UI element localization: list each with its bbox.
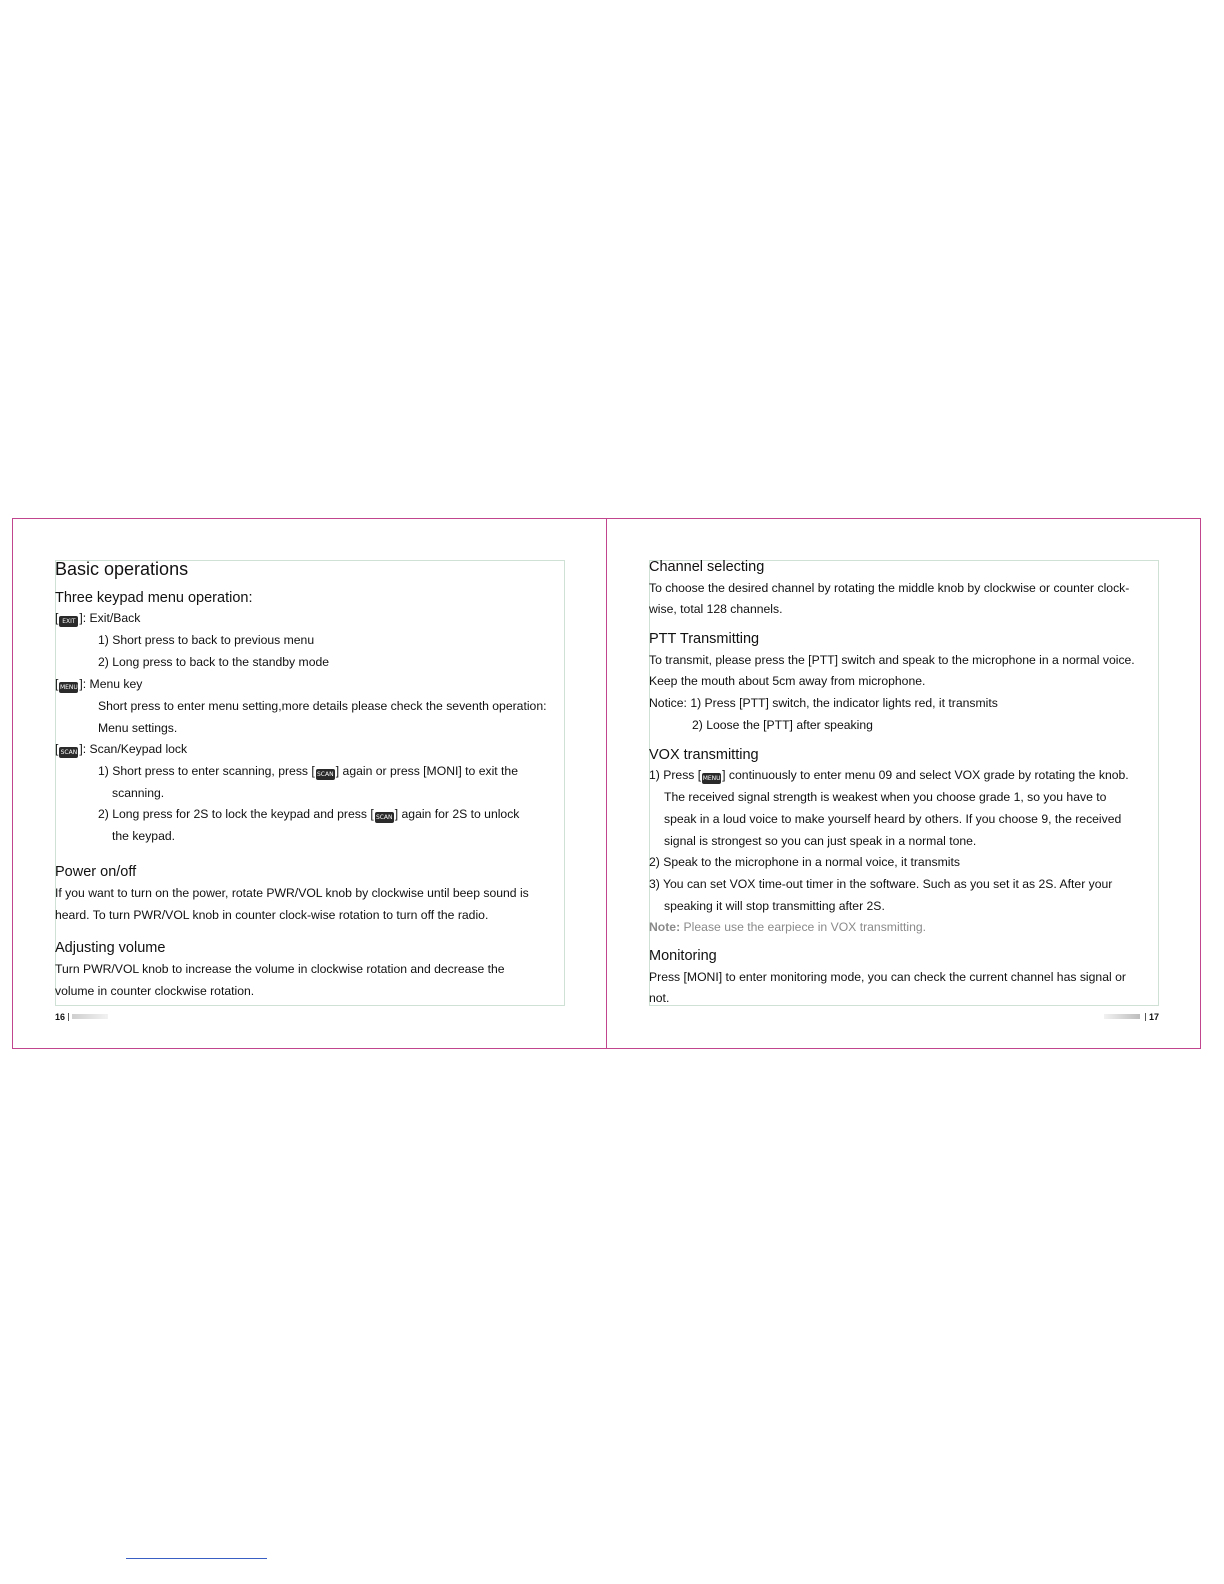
right-page-number: 17 [1149, 1012, 1160, 1022]
vox-item-1-line-4: signal is strongest so you can just speak in a normal tone. [664, 834, 977, 848]
ptt-notice-2: 2) Loose the [PTT] after speaking [692, 718, 873, 732]
left-page-number-bar [72, 1014, 108, 1019]
ptt-notice-1: Notice: 1) Press [PTT] switch, the indicator lights red, it transmits [649, 696, 998, 710]
scan-item-2: 2) Long press for 2S to lock the keypad and press [ SCAN ] again for 2S to unlock [98, 807, 520, 821]
scan-item-1: 1) Short press to enter scanning, press [ SCAN ] again or press [MONI] to exit the [98, 764, 518, 778]
channel-line-2: wise, total 128 channels. [649, 602, 783, 616]
page-divider [606, 518, 607, 1049]
ptt-line-2: Keep the mouth about 5cm away from microphone. [649, 674, 926, 688]
volume-heading: Adjusting volume [55, 940, 166, 956]
menu-desc-line-1: Short press to enter menu setting,more details please check the seventh operation: [98, 699, 547, 713]
ptt-heading: PTT Transmitting [649, 631, 760, 647]
volume-line-2: volume in counter clockwise rotation. [55, 984, 255, 998]
menu-key-icon-inline: MENU [702, 775, 721, 782]
scan-key-icon-inline-2: SCAN [375, 814, 393, 821]
exit-key-row: [ EXIT ]: Exit/Back [55, 611, 141, 625]
exit-key-icon: EXIT [59, 616, 78, 627]
vox-item-2: 2) Speak to the microphone in a normal voice, it transmits [649, 855, 960, 869]
menu-key-row: [ MENU ]: Menu key [55, 677, 143, 691]
vox-item-3: 3) You can set VOX time-out timer in the software. Such as you set it as 2S. After your [649, 877, 1113, 891]
scan-key-label: : Scan/Keypad lock [82, 742, 188, 756]
scan-item-2-cont: the keypad. [112, 829, 176, 843]
monitoring-heading: Monitoring [649, 948, 717, 964]
ptt-line-1: To transmit, please press the [PTT] switch and speak to the microphone in a normal voice. [649, 653, 1135, 667]
menu-key-icon: MENU [59, 684, 78, 691]
menu-desc-line-2: Menu settings. [98, 721, 178, 735]
monitoring-line-2: not. [649, 991, 670, 1005]
vox-heading: VOX transmitting [649, 747, 759, 763]
channel-heading: Channel selecting [649, 559, 765, 575]
vox-note [649, 919, 926, 935]
vox-item-1-line-3: speak in a loud voice to make yourself heard by others. If you choose 9, the received [664, 812, 1122, 826]
vox-item-1-line-2: The received signal strength is weakest when you choose grade 1, so you have to [664, 790, 1107, 804]
monitoring-line-1: Press [MONI] to enter monitoring mode, you can check the current channel has signal or [649, 970, 1126, 984]
exit-key-label: : Exit/Back [82, 611, 141, 625]
power-line-1: If you want to turn on the power, rotate PWR/VOL knob by clockwise until beep sound is [55, 886, 529, 900]
exit-item-1: 1) Short press to back to previous menu [98, 633, 315, 647]
vox-note-text: Please use the earpiece in VOX transmitting. [683, 920, 927, 934]
exit-item-2: 2) Long press to back to the standby mode [98, 655, 330, 669]
power-line-2: heard. To turn PWR/VOL knob in counter clock-wise rotation to turn off the radio. [55, 908, 489, 922]
scan-key-row: [ SCAN ]: Scan/Keypad lock [55, 742, 188, 756]
scan-item-1-cont: scanning. [112, 786, 165, 800]
left-page-number: 16 [55, 1012, 66, 1022]
scan-key-icon: SCAN [60, 749, 78, 756]
channel-line-1: To choose the desired channel by rotating the middle knob by clockwise or counter clock- [649, 581, 1130, 595]
right-page-number-separator [1145, 1013, 1146, 1021]
right-page-number-bar [1104, 1014, 1140, 1019]
page-title: Basic operations [55, 559, 189, 579]
vox-item-3-line-2: speaking it will stop transmitting after 2S. [664, 899, 885, 913]
scan-key-icon-inline: SCAN [316, 771, 334, 778]
volume-line-1: Turn PWR/VOL knob to increase the volume in clockwise rotation and decrease the [55, 962, 505, 976]
vox-item-1: 1) Press [ MENU ] continuously to enter menu 09 and select VOX grade by rotating the knob. [649, 768, 1129, 782]
bottom-link-underline [126, 1558, 267, 1559]
power-heading: Power on/off [55, 864, 137, 880]
menu-key-label: : Menu key [82, 677, 143, 691]
left-page-number-separator [68, 1013, 69, 1021]
keypad-heading: Three keypad menu operation: [55, 590, 253, 606]
vox-note-label: Note: [649, 920, 681, 934]
